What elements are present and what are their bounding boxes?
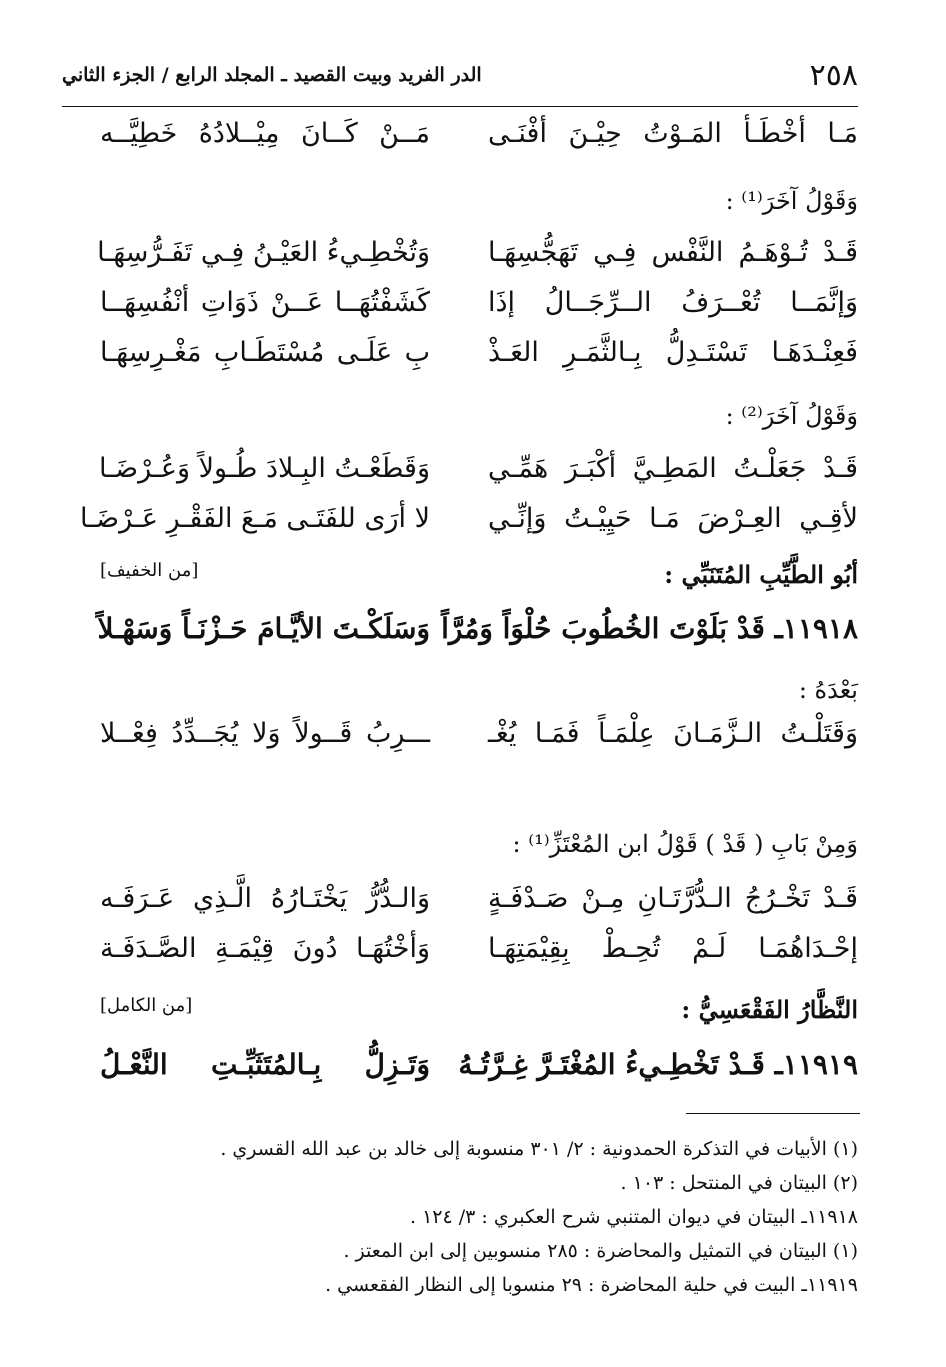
intro-text: بَعْدَهُ :: [798, 676, 858, 704]
header-rule: [62, 106, 858, 107]
footnote: (١) الأبيات في التذكرة الحمدونية : ٢/ ٣٠١ منسوبة إلى خالد بن عبد الله القسري .: [220, 1138, 858, 1160]
second-hemistich: كَشَفْتُهَــا عَــنْ ذَوَاتِ أنْفُسِهَــا: [100, 287, 430, 318]
verse-line: [100, 933, 858, 983]
running-title: الدر الفريد وبيت القصيد ـ المجلد الرابع / الجزء الثاني: [62, 64, 482, 86]
second-hemistich: بِ عَلَـى مُسْتَطَـابِ مَغْـرِسِهَـا: [100, 337, 430, 368]
meter-label: [من الكامل]: [100, 995, 193, 1016]
first-hemistich: لأقِـي العِـرْضَ مَـا حَيِيْـتُ وَإنِّـي: [488, 503, 858, 534]
verse-line: [100, 883, 858, 933]
first-hemistich: ١١٩١٩ـ قَـدْ تَخْطِـيءُ المُغْتَـرَّ غِـرَّتُـهُ: [458, 1048, 858, 1081]
footnote-rule: [686, 1113, 860, 1114]
second-hemistich: ـــرِبُ قَــولاً وَلا يُجَــدِّدُ فِعْــلا: [100, 718, 430, 749]
verse-line: [100, 718, 858, 768]
first-hemistich: مَـا أخْطَـأ المَـوْتُ حِيْـنَ أفْنَـى: [488, 118, 858, 149]
verse-line: [100, 453, 858, 503]
first-hemistich: إحْـدَاهُمَـا لَـمْ تُحِـطْ بِقِيْمَتِهَـا: [488, 933, 858, 964]
verse-line: [100, 1048, 858, 1098]
poet-name: أبُو الطَّيِّبِ المُتَنَبِّي :: [664, 560, 858, 589]
intro-line: [100, 187, 858, 237]
verse-line: [97, 612, 858, 662]
second-hemistich: وَالـدُّرُّ يَخْتَـارُهُ الَّـذِي عَـرَفَـه: [100, 883, 430, 914]
poet-line: [100, 560, 858, 610]
second-hemistich: وَتُخْطِـيءُ العَيْـنُ فِـي تَفَـرُّسِهَـا: [97, 237, 430, 268]
second-hemistich: وَسَلَكْـتَ الأيَّـامَ حَـزْنَـاً وَسَهْـلاً: [97, 612, 430, 645]
page-header: [62, 58, 858, 102]
second-hemistich: وَقَطَعْـتُ البِـلادَ طُـولاً وَعُـرْضَـا: [99, 453, 430, 484]
verse-line: [97, 237, 858, 287]
poet-line: [100, 995, 858, 1045]
first-hemistich: ١١٩١٨ـ قَدْ بَلَوْتَ الخُطُوبَ حُلْوَاً وَمُرَّاً: [441, 612, 858, 645]
poet-name: النَّظَّارُ الفَقْعَسِيُّ :: [681, 995, 858, 1024]
meter-label: [من الخفيف]: [100, 560, 199, 581]
footnote: ١١٩١٩ـ البيت في حلية المحاضرة : ٢٩ منسوبا إلى النظار الفقعسي .: [325, 1274, 858, 1296]
verse-line: [100, 118, 858, 168]
first-hemistich: فَعِنْـدَهَـا تَسْتَـدِلُّ بِـالثَّمَـرِ العَـذْ: [488, 337, 858, 368]
verse-line: [100, 287, 858, 337]
first-hemistich: وَإنَّمَــا تُعْــرَفُ الــرِّجَــالُ إذَا: [488, 287, 858, 318]
intro-line: [100, 830, 858, 880]
intro-text: وَقَوْلُ آخَرَ⁽²⁾ :: [725, 402, 858, 430]
second-hemistich: وَأخْتُهَـا دُونَ قِيْمَـةِ الصَّـدَفَـة: [100, 933, 430, 964]
footnote: (١) البيتان في التمثيل والمحاضرة : ٢٨٥ منسوبين إلى ابن المعتز .: [343, 1240, 858, 1262]
verse-line: [100, 337, 858, 387]
second-hemistich: لا أرَى للفَتَـى مَـعَ الفَقْـرِ عَـرْضَـا: [80, 503, 430, 534]
first-hemistich: قَـدْ تُـوْهَـمُ النَّفْس فِـي تَهَجُّسِهَـا: [488, 237, 858, 268]
verse-line: [80, 503, 858, 553]
first-hemistich: وَقَتَلْـتُ الـزَّمَـانَ عِلْمَـاً فَمَـا يُغْـ: [488, 718, 858, 749]
page-number: ٢٥٨: [809, 58, 858, 93]
first-hemistich: قَـدْ جَعَلْـتُ المَطِـيَّ أكْبَـرَ هَمِّـي: [488, 453, 858, 484]
first-hemistich: قَـدْ تَخْـرُجُ الـدُّرَّتَـانِ مِـنْ صَـدْفَـةٍ: [488, 883, 858, 914]
intro-text: وَمِنْ بَابِ ( قَدْ ) قَوْلُ ابن المُعْتَزِّ⁽¹⁾ :: [512, 830, 858, 858]
footnote: (٢) البيتان في المنتحل : ١٠٣ .: [620, 1172, 858, 1194]
footnote: ١١٩١٨ـ البيتان في ديوان المتنبي شرح العكبري : ٣/ ١٢٤ .: [409, 1206, 858, 1228]
second-hemistich: وَتَـزِلُّ بِـالمُتَثَبِّـتِ النَّعْـلُ: [100, 1048, 430, 1081]
intro-text: وَقَوْلُ آخَرَ⁽¹⁾ :: [725, 187, 858, 215]
intro-line: [100, 402, 858, 452]
second-hemistich: مَــنْ كَــانَ مِيْــلادُهُ خَطِيَّــه: [100, 118, 430, 149]
